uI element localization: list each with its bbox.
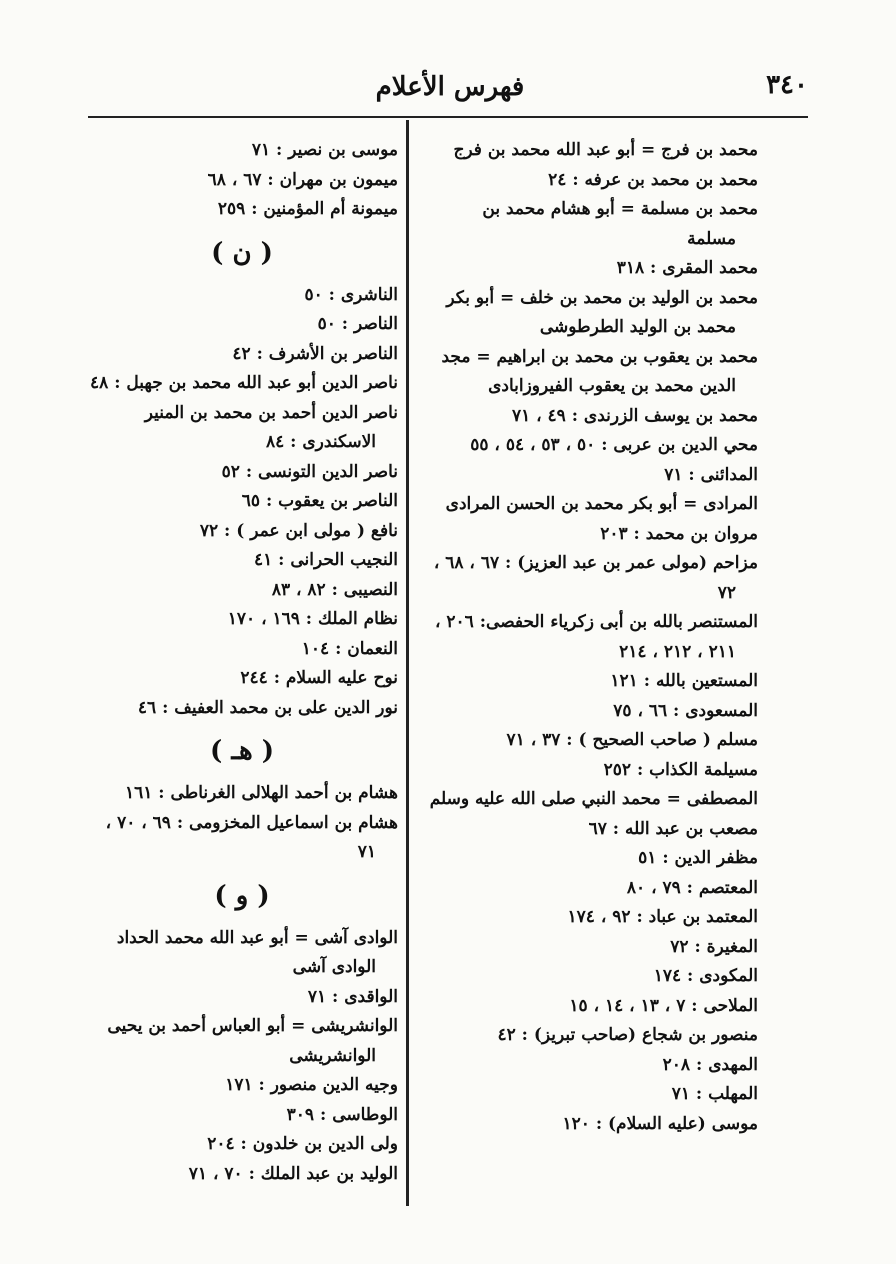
- index-entry: النجيب الحرانى : ٤١: [253, 550, 398, 570]
- index-entry: المعتمد بن عباد : ٩٢ ، ١٧٤: [567, 907, 758, 927]
- index-entry: المسعودى : ٦٦ ، ٧٥: [613, 700, 758, 721]
- index-entry: الوادى آشى = أبو عبد الله محمد الحداد الوادى آشى: [116, 927, 398, 977]
- column-divider: [406, 120, 409, 1206]
- left-column: [86, 136, 398, 1216]
- index-entry: منصور بن شجاع (صاحب تبريز) : ٤٢: [497, 1025, 758, 1045]
- index-entry: المدائنى : ٧١: [664, 464, 758, 485]
- page-number: ٣٤٠: [766, 70, 808, 100]
- index-entry: محمد بن مسلمة = أبو هشام محمد بن مسلمة: [482, 199, 758, 249]
- index-entry: ناصر الدين أبو عبد الله محمد بن جهبل : ٤٨: [90, 373, 398, 393]
- index-entry: محمد بن يوسف الزرندى : ٤٩ ، ٧١: [511, 405, 758, 426]
- section-heading-nun: ( ن ): [211, 237, 273, 268]
- index-entry: محمد بن الوليد بن محمد بن خلف = أبو بكر محمد بن الوليد الطرطوشى: [446, 287, 758, 337]
- index-entry: موسى (عليه السلام) : ١٢٠: [562, 1113, 758, 1134]
- index-entry: الناصر بن يعقوب : ٦٥: [241, 491, 398, 511]
- index-entry: المعتصم : ٧٩ ، ٨٠: [626, 877, 758, 898]
- index-entry: المستنصر بالله بن أبى زكرياء الحفصى: ٢٠٦ ، ٢١١ ، ٢١٢ ، ٢١٤: [435, 612, 758, 662]
- index-entry: مزاحم (مولى عمر بن عبد العزيز) : ٦٧ ، ٦٨ ، ٧٢: [433, 553, 758, 603]
- section-heading-waw: ( و ): [214, 880, 270, 911]
- section-heading-ha: ( هـ ): [209, 736, 275, 766]
- index-entry: ميمونة أم المؤمنين : ٢٥٩: [217, 199, 398, 219]
- index-entry: محمد بن محمد بن عرفه : ٢٤: [548, 169, 758, 190]
- running-title: فهرس الأعلام: [375, 72, 525, 102]
- index-entry: نور الدين على بن محمد العفيف : ٤٦: [137, 697, 398, 718]
- index-entry: المهلب : ٧١: [671, 1084, 758, 1104]
- index-entry: ولى الدين بن خلدون : ٢٠٤: [207, 1134, 398, 1154]
- index-entry: المكودى : ١٧٤: [653, 966, 758, 986]
- index-entry: وجيه الدين منصور : ١٧١: [225, 1075, 398, 1095]
- index-entry: المرادى = أبو بكر محمد بن الحسن المرادى: [445, 494, 758, 514]
- index-entry: محمد بن فرج = أبو عبد الله محمد بن فرج: [453, 140, 758, 160]
- index-entry: الناصر بن الأشرف : ٤٢: [232, 343, 398, 364]
- index-entry: الوطاسى : ٣٠٩: [286, 1104, 398, 1125]
- index-entry: مصعب بن عبد الله : ٦٧: [588, 818, 758, 839]
- index-entry: هشام بن أحمد الهلالى الغرناطى : ١٦١: [124, 783, 398, 803]
- index-entry: ناصر الدين أحمد بن محمد بن المنير الاسكندرى : ٨٤: [144, 402, 398, 452]
- index-entry: المغيرة : ٧٢: [670, 936, 758, 957]
- index-entry: نوح عليه السلام : ٢٤٤: [240, 668, 398, 688]
- index-entry: المهدى : ٢٠٨: [662, 1054, 758, 1075]
- index-entry: الوليد بن عبد الملك : ٧٠ ، ٧١: [188, 1163, 398, 1184]
- page-header: [88, 62, 808, 118]
- index-entry: الواقدى : ٧١: [307, 986, 398, 1007]
- index-entry: ميمون بن مهران : ٦٧ ، ٦٨: [207, 169, 398, 190]
- index-entry: الوانشريشى = أبو العباس أحمد بن يحيى الوانشريشى: [107, 1016, 398, 1066]
- index-entry: المستعين بالله : ١٢١: [610, 671, 758, 691]
- index-entry: ناصر الدين التونسى : ٥٢: [221, 461, 398, 482]
- index-entry: محمد المقرى : ٣١٨: [616, 258, 758, 278]
- index-entry: الملاحى : ٧ ، ١٣ ، ١٤ ، ١٥: [569, 995, 758, 1016]
- index-entry: نظام الملك : ١٦٩ ، ١٧٠: [227, 609, 398, 629]
- index-entry: النصيبى : ٨٢ ، ٨٣: [271, 579, 398, 600]
- index-entry: مسيلمة الكذاب : ٢٥٢: [603, 759, 758, 780]
- index-entry: محي الدين بن عربى : ٥٠ ، ٥٣ ، ٥٤ ، ٥٥: [470, 435, 758, 455]
- index-entry: المصطفى = محمد النبي صلى الله عليه وسلم: [429, 789, 758, 809]
- index-entry: الناشرى : ٥٠: [304, 284, 398, 305]
- index-entry: موسى بن نصير : ٧١: [251, 140, 398, 160]
- index-entry: هشام بن اسماعيل المخزومى : ٦٩ ، ٧٠ ، ٧١: [105, 812, 398, 862]
- index-entry: محمد بن يعقوب بن محمد بن ابراهيم = مجد الدين محمد بن يعقوب الفيروزابادى: [441, 346, 758, 396]
- index-entry: الناصر : ٥٠: [317, 314, 398, 334]
- index-entry: نافع ( مولى ابن عمر ) : ٧٢: [199, 520, 398, 541]
- index-entry: مسلم ( صاحب الصحيح ) : ٣٧ ، ٧١: [506, 730, 758, 750]
- index-entry: مظفر الدين : ٥١: [638, 848, 758, 868]
- index-entry: النعمان : ١٠٤: [301, 638, 398, 659]
- index-entry: مروان بن محمد : ٢٠٣: [600, 523, 758, 544]
- right-column: [428, 136, 758, 1216]
